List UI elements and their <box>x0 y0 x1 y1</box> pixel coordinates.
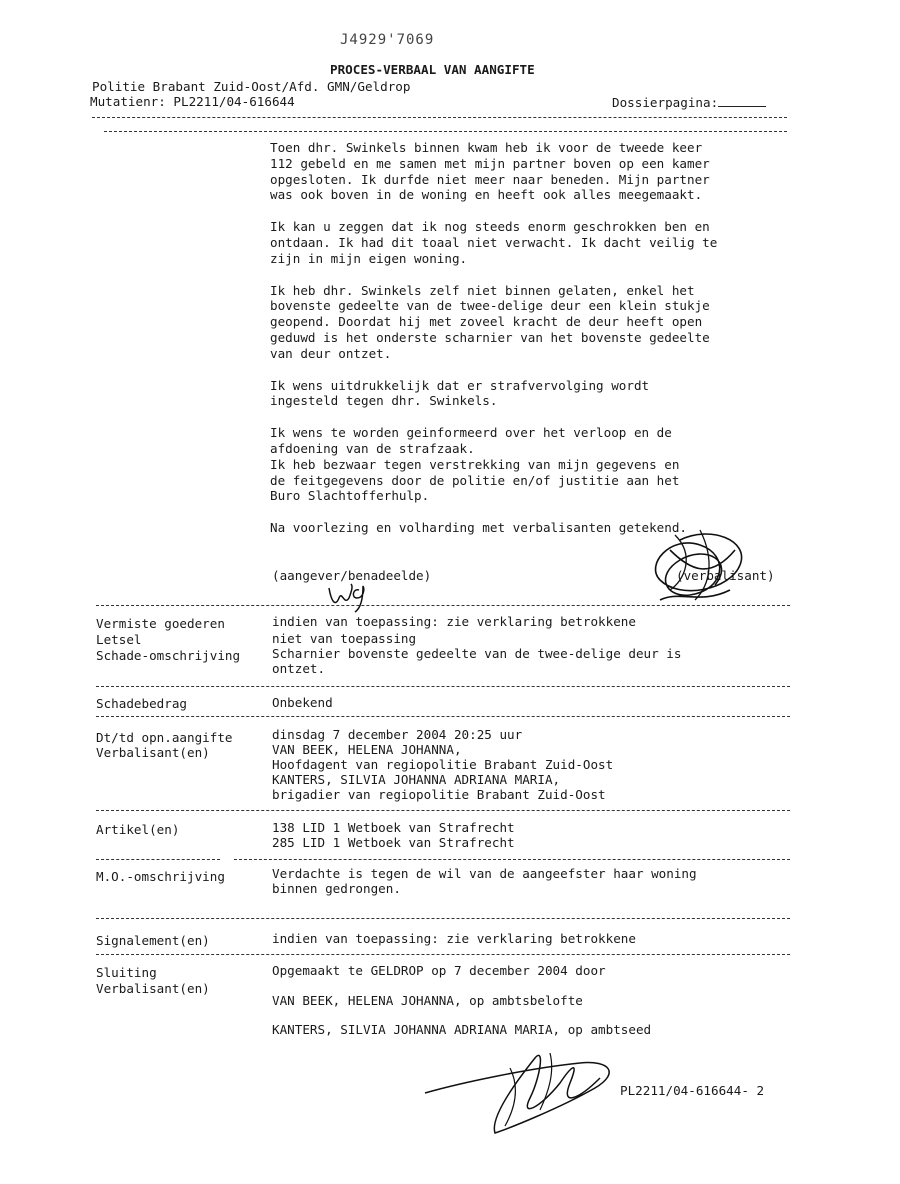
document-number: J4929'7069 <box>340 32 435 48</box>
statement-body <box>270 140 800 552</box>
value-vermiste-goederen: indien van toepassing: zie verklaring betrokkene <box>272 614 636 629</box>
label-mo-omschrijving: M.O.-omschrijving <box>96 869 225 884</box>
statement-paragraph: Ik kan u zeggen dat ik nog steeds enorm geschrokken ben en ontdaan. Ik had dit toaal niet verwacht. Ik dacht veilig te zijn in mijn eigen woning. <box>270 219 718 266</box>
value-verbalisant-line: KANTERS, SILVIA JOHANNA ADRIANA MARIA, <box>272 772 561 787</box>
value-verbalisant-line: VAN BEEK, HELENA JOHANNA, <box>272 742 462 757</box>
value-mo-omschrijving: Verdachte is tegen de wil van de aangeefster haar woning binnen gedrongen. <box>272 866 697 896</box>
value-sluiting-kanters: KANTERS, SILVIA JOHANNA ADRIANA MARIA, op ambtseed <box>272 1022 652 1037</box>
label-verbalisanten: Verbalisant(en) <box>96 745 210 760</box>
value-verbalisant-line: brigadier van regiopolitie Brabant Zuid-Oost <box>272 787 606 802</box>
dossier-page-field <box>612 94 766 110</box>
value-artikel: 138 LID 1 Wetboek van Strafrecht <box>272 820 515 835</box>
header-department: Politie Brabant Zuid-Oost/Afd. GMN/Geldrop <box>92 79 411 94</box>
label-vermiste-goederen: Vermiste goederen <box>96 616 225 631</box>
statement-paragraph: Ik wens uitdrukkelijk dat er strafvervolging wordt ingesteld tegen dhr. Swinkels. <box>270 377 650 409</box>
value-dt-td: dinsdag 7 december 2004 20:25 uur <box>272 727 523 742</box>
aangever-label: (aangever/benadeelde) <box>272 568 432 583</box>
verbalisant-signature <box>640 520 770 615</box>
footer-page-reference: PL2211/04-616644- 2 <box>620 1083 765 1098</box>
divider <box>96 686 790 687</box>
value-signalement: indien van toepassing: zie verklaring betrokkene <box>272 931 636 946</box>
statement-paragraph: Ik wens te worden geinformeerd over het verloop en de afdoening van de strafzaak. Ik heb bezwaar tegen verstrekking van mijn gegevens en de feitgegevens door de politie en/of justitie aan het Buro Slachtofferhulp. <box>270 425 680 504</box>
statement-paragraph: Toen dhr. Swinkels binnen kwam heb ik voor de tweede keer 112 gebeld en me samen met mijn partner boven op een kamer opgesloten. Ik durfde niet meer naar beneden. Mijn partner was ook boven in de woning en heeft ook alles meegemaakt. <box>270 140 710 203</box>
divider <box>96 918 790 919</box>
dossier-label: Dossierpagina: <box>612 95 719 110</box>
page-title: PROCES-VERBAAL VAN AANGIFTE <box>330 62 535 77</box>
label-sluiting-verbalisanten: Verbalisant(en) <box>96 981 210 996</box>
statement-paragraph: Ik heb dhr. Swinkels zelf niet binnen gelaten, enkel het bovenste gedeelte van de twee-delige deur een klein stukje geopend. Doordat hij met zoveel kracht de deur heeft open geduwd is het onderste scharnier van het bovenste gedeelte van deur ontzet. <box>270 282 710 361</box>
divider <box>96 859 220 860</box>
header-mutatienr: Mutatienr: PL2211/04-616644 <box>90 94 295 109</box>
dossier-blank <box>718 94 766 107</box>
label-letsel: Letsel <box>96 632 142 647</box>
value-verbalisant-line: Hoofdagent van regiopolitie Brabant Zuid-Oost <box>272 757 614 772</box>
label-schade-omschrijving: Schade-omschrijving <box>96 648 241 663</box>
divider <box>92 117 787 118</box>
aangever-initials <box>325 580 375 615</box>
divider <box>96 716 790 717</box>
statement-paragraph: Na voorlezing en volharding met verbalisanten getekend. <box>270 520 688 536</box>
label-sluiting: Sluiting <box>96 965 157 980</box>
divider <box>96 810 790 811</box>
closing-signature <box>420 1038 640 1138</box>
verbalisant-label: (verbalisant) <box>676 568 775 583</box>
value-letsel: niet van toepassing <box>272 631 417 646</box>
label-dt-td: Dt/td opn.aangifte <box>96 730 233 745</box>
divider <box>96 605 790 606</box>
divider <box>96 954 790 955</box>
label-schadebedrag: Schadebedrag <box>96 696 187 711</box>
value-schadebedrag: Onbekend <box>272 695 333 710</box>
value-artikel: 285 LID 1 Wetboek van Strafrecht <box>272 835 515 850</box>
value-schade-omschrijving: Scharnier bovenste gedeelte van de twee-delige deur is ontzet. <box>272 646 682 676</box>
divider <box>234 859 790 860</box>
value-sluiting-vanbeek: VAN BEEK, HELENA JOHANNA, op ambtsbelofte <box>272 993 583 1008</box>
label-signalement: Signalement(en) <box>96 933 210 948</box>
divider <box>104 131 787 132</box>
value-sluiting-opgemaakt: Opgemaakt te GELDROP op 7 december 2004 door <box>272 963 606 978</box>
label-artikelen: Artikel(en) <box>96 822 180 837</box>
